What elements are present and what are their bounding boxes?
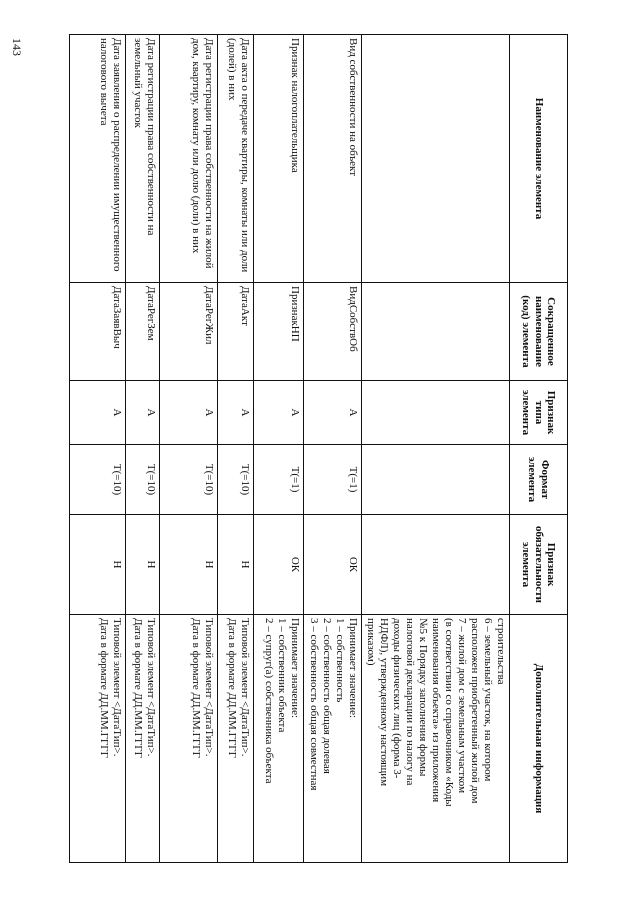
cell-element-code: ДатаРегЗем [126, 283, 160, 381]
info-line: Типовой элемент <ДатаТип>. [145, 618, 158, 757]
header-element-required: Признак обязательности элемента [510, 515, 568, 615]
cell-element-format: T(=10) [218, 445, 254, 515]
info-line: доходы физических лиц (форма 3- [391, 618, 404, 779]
info-line: №5 к Порядку заполнения формы [417, 618, 430, 777]
cell-type-empty [362, 381, 510, 445]
element-table [69, 34, 568, 863]
info-line: Дата в формате ДД.ММ.ГГГГ [98, 618, 111, 759]
header-element-type: Признак типа элемента [510, 381, 568, 445]
info-line: 1 – собственник объекта [276, 618, 289, 733]
header-additional-info: Дополнительная информация [510, 615, 568, 863]
info-line: Принимает значение: [289, 618, 302, 719]
cell-format-empty [362, 445, 510, 515]
cell-additional-info [126, 615, 160, 863]
cell-element-code: ПризнакНП [254, 283, 304, 381]
info-line: Принимает значение: [347, 618, 360, 719]
cell-element-name: Дата регистрации права собственности на жилой дом, квартиру, комнату или долю (доли) в них [160, 35, 218, 283]
cell-additional-info [160, 615, 218, 863]
cell-element-type: А [70, 381, 126, 445]
info-line: приказом) [365, 618, 378, 666]
info-line: 2 – супруг(а) собственника объекта [263, 618, 276, 784]
cell-element-name: Дата регистрации права собственности на земельный участок [126, 35, 160, 283]
cell-element-required: Н [218, 515, 254, 615]
header-element-name: Наименование элемента [510, 35, 568, 283]
cell-required-empty [362, 515, 510, 615]
info-line: Дата в формате ДД.ММ.ГГГГ [226, 618, 239, 759]
cell-additional-info [218, 615, 254, 863]
cell-element-required: Н [70, 515, 126, 615]
table-row [160, 35, 218, 863]
cell-element-format: T(=10) [126, 445, 160, 515]
cell-element-code: ВидСобствОб [304, 283, 362, 381]
table-row [304, 35, 362, 863]
table-header-row [510, 35, 568, 863]
cell-element-format: T(=1) [304, 445, 362, 515]
cell-element-required: ОК [304, 515, 362, 615]
info-line: расположен приобретенный жилой дом [469, 618, 482, 804]
cell-element-type: А [254, 381, 304, 445]
info-line: налоговой декларации по налогу на [404, 618, 417, 786]
cell-element-code: ДатаРегЖил [160, 283, 218, 381]
header-element-code: Сокращенное наименование (код) элемента [510, 283, 568, 381]
info-line: 6 – земельный участок, на котором [482, 618, 495, 782]
info-line: 7 – жилой дом с земельным участком [456, 618, 469, 794]
table-row [254, 35, 304, 863]
info-line: Дата в формате ДД.ММ.ГГГГ [132, 618, 145, 759]
cell-element-format: T(=10) [160, 445, 218, 515]
info-line: Типовой элемент <ДатаТип>. [239, 618, 252, 757]
table-row [218, 35, 254, 863]
info-line: Типовой элемент <ДатаТип>. [111, 618, 124, 757]
cell-code-empty [362, 283, 510, 381]
cell-element-type: А [304, 381, 362, 445]
cell-element-required: Н [160, 515, 218, 615]
table-row [70, 35, 126, 863]
cell-additional-info [70, 615, 126, 863]
info-line: 3 – собственность общая совместная [308, 618, 321, 791]
cell-element-name: Вид собственности на объект [304, 35, 362, 283]
header-element-format: Формат элемента [510, 445, 568, 515]
info-line: Дата в формате ДД.ММ.ГГГГ [190, 618, 203, 759]
cell-element-type: А [160, 381, 218, 445]
cell-element-name: Дата заявления о распределении имущественного налогового вычета [70, 35, 126, 283]
info-line: (в соответствии со справочником «Коды [443, 618, 456, 807]
cell-element-required: ОК [254, 515, 304, 615]
cell-element-format: T(=10) [70, 445, 126, 515]
info-line: Типовой элемент <ДатаТип>. [203, 618, 216, 757]
cell-name-empty [362, 35, 510, 283]
cell-element-code: ДатаАкт [218, 283, 254, 381]
cell-element-type: А [126, 381, 160, 445]
cell-element-required: Н [126, 515, 160, 615]
cell-additional-info [254, 615, 304, 863]
info-line: НДФЛ), утвержденному настоящим [378, 618, 391, 787]
cell-element-code: ДатаЗаявВыч [70, 283, 126, 381]
info-line: строительства [495, 618, 507, 685]
info-line: 1 – собственность [334, 618, 347, 703]
rotated-page-content [82, 34, 568, 862]
table-row [126, 35, 160, 863]
info-line: наименования объекта» из приложения [430, 618, 443, 803]
cell-element-name: Признак налогоплательщика [254, 35, 304, 283]
page-number: 143 [10, 38, 24, 56]
cell-element-type: А [218, 381, 254, 445]
cell-info-continuation [362, 615, 510, 863]
cell-element-name: Дата акта о передаче квартиры, комнаты или доли (долей) в них [218, 35, 254, 283]
info-line: 2 – собственность общая долевая [321, 618, 334, 774]
table-row-continuation [362, 35, 510, 863]
cell-additional-info [304, 615, 362, 863]
cell-element-format: T(=1) [254, 445, 304, 515]
